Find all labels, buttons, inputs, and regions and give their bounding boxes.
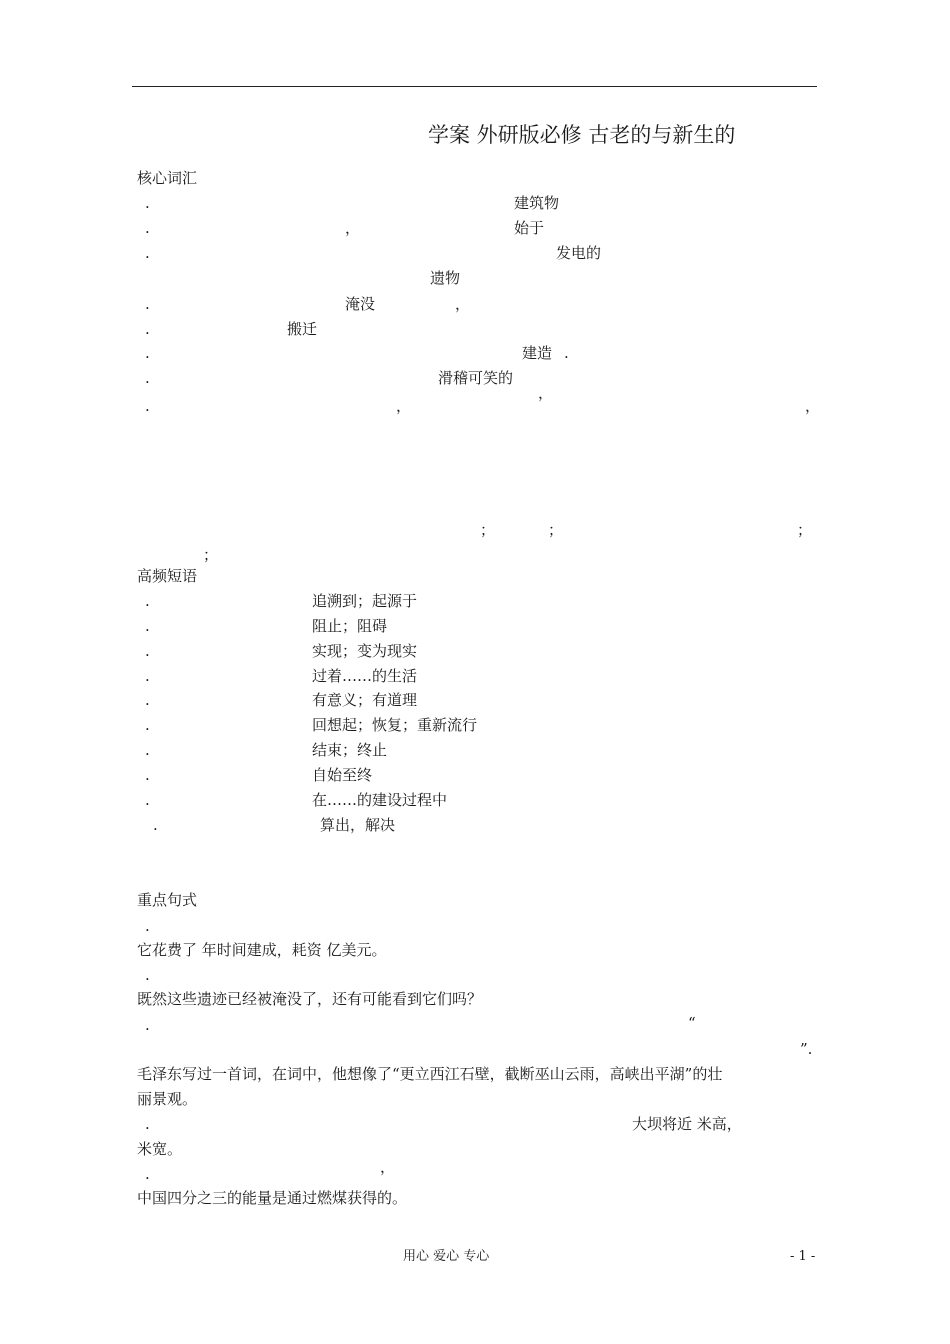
phrase-item-2-meaning: 阻止；阻碍: [312, 617, 388, 635]
phrase-item-9-dot: .: [145, 791, 150, 809]
page-title: 学案 外研版必修 古老的与新生的: [428, 123, 736, 147]
sentence-item-3-close-quote: ”.: [800, 1040, 813, 1058]
phrase-item-9-meaning: 在……的建设过程中: [312, 791, 448, 809]
sentence-item-3-dot: .: [145, 1016, 150, 1034]
vocab-item-5-dot: .: [145, 320, 150, 338]
sentence-item-4-text: 米宽。: [137, 1140, 183, 1158]
phrase-item-1-meaning: 追溯到；起源于: [312, 592, 418, 610]
sentence-item-3-text-line-1: 毛泽东写过一首词，在词中，他想像了“更立西江石壁，截断巫山云雨，高峡出平湖”的壮: [137, 1065, 723, 1083]
footer-motto: 用心 爱心 专心: [403, 1249, 490, 1264]
vocab-semicolon-3: ；: [797, 521, 813, 539]
vocab-item-6-gloss: 建造: [522, 344, 553, 362]
phrase-item-1-dot: .: [145, 592, 150, 610]
phrase-item-7-meaning: 结束；终止: [312, 741, 388, 759]
sentence-item-3-open-quote: “: [688, 1014, 696, 1032]
vocab-item-3-dot: .: [145, 244, 150, 262]
vocab-item-2-gloss: 始于: [514, 219, 545, 237]
sentence-item-5-comma: ，: [380, 1158, 396, 1176]
vocab-item-2-dot: .: [145, 219, 150, 237]
vocab-item-4-dot: .: [145, 295, 150, 313]
vocab-item-6-dot: .: [145, 344, 150, 362]
phrase-item-3-dot: .: [145, 642, 150, 660]
vocab-item-2-comma: ，: [345, 219, 361, 237]
footer-page-number: - 1 -: [790, 1249, 816, 1264]
phrase-item-10-meaning: 算出，解决: [320, 816, 396, 834]
phrase-item-5-dot: .: [145, 691, 150, 709]
phrase-item-3-meaning: 实现；变为现实: [312, 642, 418, 660]
section-heading-vocab: 核心词汇: [137, 169, 198, 187]
sentence-item-2-dot: .: [145, 966, 150, 984]
vocab-item-1-dot: .: [145, 194, 150, 212]
vocab-item-4-gloss: 淹没: [345, 295, 376, 313]
sentence-item-4-inline: 大坝将近 米高，: [632, 1115, 742, 1133]
phrase-item-4-dot: .: [145, 667, 150, 685]
sentence-item-1-dot: .: [145, 917, 150, 935]
phrase-item-5-meaning: 有意义；有道理: [312, 691, 418, 709]
sentence-item-2-text: 既然这些遗迹已经被淹没了，还有可能看到它们吗？: [137, 990, 483, 1008]
vocab-item-7-gloss: 滑稽可笑的: [438, 369, 514, 387]
sentence-item-3-text-line-2: 丽景观。: [137, 1090, 198, 1108]
vocab-semicolon-4: ；: [203, 546, 219, 564]
phrase-item-4-meaning: 过着……的生活: [312, 667, 418, 685]
phrase-item-8-meaning: 自始至终: [312, 766, 373, 784]
vocab-item-5-gloss: 搬迁: [287, 320, 318, 338]
phrase-item-6-dot: .: [145, 716, 150, 734]
phrase-item-7-dot: .: [145, 741, 150, 759]
header-rule: [132, 86, 817, 87]
vocab-item-1-gloss: 建筑物: [514, 194, 560, 212]
sentence-item-1-text: 它花费了 年时间建成，耗资 亿美元。: [137, 941, 387, 959]
sentence-item-4-dot: .: [145, 1115, 150, 1133]
phrase-item-2-dot: .: [145, 617, 150, 635]
phrase-item-8-dot: .: [145, 766, 150, 784]
vocab-item-8-comma-2: ，: [805, 397, 821, 415]
vocab-item-7-comma: ，: [538, 384, 554, 402]
vocab-semicolon-1: ；: [480, 521, 496, 539]
phrase-item-6-meaning: 回想起；恢复；重新流行: [312, 716, 478, 734]
vocab-item-8-dot: .: [145, 397, 150, 415]
vocab-semicolon-2: ；: [548, 521, 564, 539]
vocab-item-3-gloss-2: 遗物: [430, 269, 461, 287]
vocab-item-7-dot: .: [145, 369, 150, 387]
vocab-item-3-gloss: 发电的: [556, 244, 602, 262]
vocab-item-6-trail: .: [564, 344, 569, 362]
vocab-item-4-comma: ，: [455, 295, 471, 313]
vocab-item-8-comma: ，: [396, 397, 412, 415]
sentence-item-5-dot: .: [145, 1165, 150, 1183]
section-heading-sentences: 重点句式: [137, 891, 198, 909]
phrase-item-10-dot: .: [153, 816, 158, 834]
section-heading-phrases: 高频短语: [137, 567, 198, 585]
sentence-item-5-text: 中国四分之三的能量是通过燃煤获得的。: [137, 1189, 408, 1207]
